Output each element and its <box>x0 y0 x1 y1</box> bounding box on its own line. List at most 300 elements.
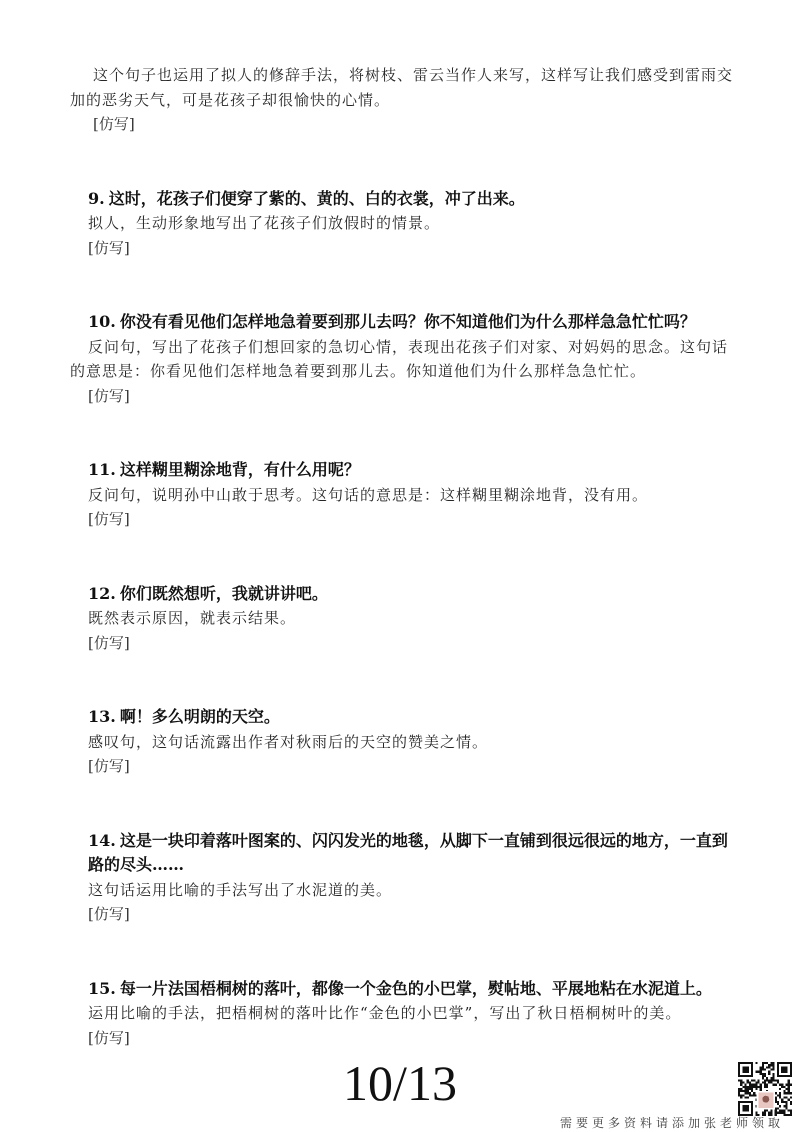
qr-module <box>747 1062 749 1064</box>
qr-module <box>788 1092 790 1094</box>
qr-module <box>764 1110 766 1112</box>
qr-module <box>777 1071 779 1073</box>
sentence-text: 每一片法国梧桐树的落叶，都像一个金色的小巴掌，熨帖地、平展地粘在水泥道上。 <box>119 978 712 998</box>
qr-module <box>751 1075 753 1077</box>
qr-module <box>764 1075 766 1077</box>
qr-module <box>747 1079 749 1081</box>
qr-module <box>779 1105 781 1107</box>
qr-module <box>747 1101 749 1103</box>
qr-module <box>751 1064 753 1066</box>
qr-module <box>747 1097 749 1099</box>
qr-module <box>781 1099 783 1101</box>
qr-module <box>747 1071 749 1073</box>
qr-module <box>751 1103 753 1105</box>
qr-module <box>781 1084 783 1086</box>
qr-module <box>766 1077 768 1079</box>
qr-module <box>742 1090 744 1092</box>
imitate-label: [仿写] <box>88 905 130 923</box>
analysis-line: 加的恶劣天气，可是花孩子却很愉快的心情。 <box>70 90 391 109</box>
qr-module <box>764 1086 766 1088</box>
imitate-label: [仿写] <box>88 238 130 257</box>
qr-module <box>770 1112 772 1114</box>
qr-module <box>790 1101 792 1103</box>
qr-module <box>781 1075 783 1077</box>
qr-module <box>773 1062 775 1064</box>
analysis-line: 拟人，生动形象地写出了花孩子们放假时的情景。 <box>88 214 441 232</box>
qr-module <box>742 1066 744 1068</box>
qr-module <box>777 1075 779 1077</box>
qr-module <box>779 1092 781 1094</box>
qr-module <box>786 1097 788 1099</box>
qr-module <box>749 1086 751 1088</box>
sentence-text: 你们既然想听，我就讲讲吧。 <box>119 583 328 603</box>
sentence-line <box>70 829 738 854</box>
qr-module <box>777 1062 779 1064</box>
sentence-line <box>70 458 738 483</box>
qr-module <box>757 1081 759 1083</box>
qr-module <box>740 1097 742 1099</box>
qr-module <box>757 1079 759 1081</box>
qr-module <box>747 1088 749 1090</box>
qr-module <box>783 1097 785 1099</box>
qr-module <box>786 1066 788 1068</box>
qr-module <box>788 1079 790 1081</box>
qr-module <box>755 1112 757 1114</box>
question-15 <box>70 977 738 1051</box>
analysis-line: 的意思是：你看见他们怎样地急着要到那儿去。你知道他们为什么那样急急忙忙。 <box>70 362 647 380</box>
qr-module <box>740 1088 742 1090</box>
qr-module <box>770 1068 772 1070</box>
qr-module <box>775 1084 777 1086</box>
qr-module <box>751 1094 753 1096</box>
qr-module <box>749 1092 751 1094</box>
qr-module <box>768 1064 770 1066</box>
qr-module <box>762 1062 764 1064</box>
qr-module <box>777 1064 779 1066</box>
qr-module <box>740 1081 742 1083</box>
qr-module <box>747 1092 749 1094</box>
qr-module <box>790 1084 792 1086</box>
analysis-line: 运用比喻的手法，把梧桐树的落叶比作“金色的小巴掌”，写出了秋日梧桐树叶的美。 <box>88 1004 682 1022</box>
qr-module <box>779 1112 781 1114</box>
qr-module <box>770 1110 772 1112</box>
qr-module <box>777 1103 779 1105</box>
qr-module <box>744 1101 746 1103</box>
qr-module <box>766 1110 768 1112</box>
qr-module <box>790 1114 792 1116</box>
qr-module <box>744 1086 746 1088</box>
qr-module <box>790 1075 792 1077</box>
qr-module <box>770 1077 772 1079</box>
qr-module <box>783 1090 785 1092</box>
qr-module <box>762 1077 764 1079</box>
question-number: 9. <box>88 188 105 208</box>
imitate-label: [仿写] <box>88 757 130 775</box>
qr-module <box>747 1086 749 1088</box>
qr-module <box>738 1068 740 1070</box>
qr-module <box>766 1079 768 1081</box>
qr-module <box>760 1088 762 1090</box>
qr-module <box>783 1068 785 1070</box>
qr-module <box>751 1066 753 1068</box>
qr-module <box>766 1084 768 1086</box>
analysis-line: 反问句，说明孙中山敢于思考。这句话的意思是：这样糊里糊涂地背，没有用。 <box>88 485 649 504</box>
qr-module <box>786 1084 788 1086</box>
sentence-text: 啊！多么明朗的天空。 <box>119 707 280 726</box>
qr-module <box>738 1107 740 1109</box>
sentence-line <box>70 977 738 1002</box>
qr-module <box>786 1105 788 1107</box>
qr-module <box>781 1068 783 1070</box>
qr-module <box>790 1092 792 1094</box>
intro-analysis <box>70 63 738 137</box>
qr-module <box>742 1110 744 1112</box>
qr-module <box>777 1101 779 1103</box>
qr-module <box>738 1094 740 1096</box>
qr-module <box>790 1097 792 1099</box>
qr-module <box>781 1066 783 1068</box>
qr-module <box>744 1068 746 1070</box>
question-number: 11. <box>88 460 116 479</box>
question-number: 15. <box>88 978 116 998</box>
qr-module <box>751 1079 753 1081</box>
qr-module <box>777 1081 779 1083</box>
qr-module <box>762 1066 764 1068</box>
qr-module <box>760 1071 762 1073</box>
qr-module <box>764 1084 766 1086</box>
qr-module <box>779 1097 781 1099</box>
qr-module <box>764 1073 766 1075</box>
qr-module <box>781 1112 783 1114</box>
qr-module <box>768 1073 770 1075</box>
qr-module <box>773 1084 775 1086</box>
qr-module <box>740 1062 742 1064</box>
qr-module <box>786 1075 788 1077</box>
sentence-line <box>70 187 738 212</box>
analysis-line: 这个句子也运用了拟人的修辞手法，将树枝、雷云当作人来写，这样写让我们感受到雷雨交 <box>93 66 734 84</box>
qr-module <box>783 1086 785 1088</box>
qr-module <box>747 1081 749 1083</box>
qr-module <box>779 1110 781 1112</box>
qr-module <box>768 1081 770 1083</box>
qr-module <box>738 1090 740 1092</box>
qr-module <box>747 1075 749 1077</box>
qr-module <box>747 1105 749 1107</box>
qr-module <box>738 1103 740 1105</box>
qr-module <box>768 1066 770 1068</box>
qr-module <box>781 1086 783 1088</box>
qr-module <box>786 1088 788 1090</box>
qr-module <box>751 1105 753 1107</box>
qr-module <box>788 1114 790 1116</box>
qr-module <box>773 1079 775 1081</box>
qr-module <box>790 1064 792 1066</box>
qr-module <box>770 1081 772 1083</box>
qr-module <box>742 1062 744 1064</box>
qr-module <box>777 1112 779 1114</box>
qr-module <box>744 1110 746 1112</box>
analysis-line: 既然表示原因，就表示结果。 <box>88 609 297 627</box>
sentence-line <box>70 310 738 335</box>
qr-module <box>738 1062 740 1064</box>
qr-module <box>790 1073 792 1075</box>
qr-module <box>744 1092 746 1094</box>
qr-module <box>766 1066 768 1068</box>
qr-module <box>786 1101 788 1103</box>
qr-module <box>783 1110 785 1112</box>
qr-module <box>783 1075 785 1077</box>
qr-module <box>740 1090 742 1092</box>
qr-module <box>770 1064 772 1066</box>
qr-module <box>757 1086 759 1088</box>
qr-module <box>738 1073 740 1075</box>
question-11 <box>70 458 738 532</box>
qr-module <box>762 1068 764 1070</box>
qr-module <box>786 1071 788 1073</box>
qr-module <box>783 1105 785 1107</box>
qr-module <box>788 1086 790 1088</box>
question-number: 14. <box>88 830 116 850</box>
qr-module <box>742 1105 744 1107</box>
qr-module <box>751 1073 753 1075</box>
qr-module <box>742 1075 744 1077</box>
qr-module <box>753 1094 755 1096</box>
qr-module <box>786 1062 788 1064</box>
qr-module <box>749 1101 751 1103</box>
qr-module <box>749 1081 751 1083</box>
qr-module <box>788 1062 790 1064</box>
qr-module <box>783 1062 785 1064</box>
qr-module <box>764 1081 766 1083</box>
question-number: 12. <box>88 583 116 603</box>
qr-module <box>744 1105 746 1107</box>
qr-module <box>768 1112 770 1114</box>
qr-module <box>790 1062 792 1064</box>
qr-module <box>790 1068 792 1070</box>
qr-module <box>773 1073 775 1075</box>
qr-module <box>760 1068 762 1070</box>
qr-module <box>740 1084 742 1086</box>
qr-module <box>738 1110 740 1112</box>
qr-module <box>742 1081 744 1083</box>
sentence-text: 这时，花孩子们便穿了紫的、黄的、白的衣裳，冲了出来。 <box>108 188 525 208</box>
analysis-line: 这句话运用比喻的手法写出了水泥道的美。 <box>88 880 393 899</box>
qr-module <box>764 1079 766 1081</box>
question-14 <box>70 829 738 927</box>
qr-module <box>744 1071 746 1073</box>
page-number: 10/13 <box>343 1055 457 1111</box>
qr-module <box>760 1084 762 1086</box>
question-12 <box>70 582 738 656</box>
imitate-label: [仿写] <box>88 510 130 528</box>
sentence-line <box>70 582 738 607</box>
qr-module <box>790 1103 792 1105</box>
question-9 <box>70 187 738 261</box>
imitate-label: [仿写] <box>93 115 135 133</box>
qr-module <box>781 1101 783 1103</box>
qr-module <box>777 1068 779 1070</box>
qr-module <box>773 1077 775 1079</box>
qr-module <box>783 1066 785 1068</box>
qr-module <box>760 1073 762 1075</box>
qr-module <box>762 1073 764 1075</box>
qr-module <box>753 1079 755 1081</box>
qr-module <box>747 1090 749 1092</box>
qr-module <box>738 1066 740 1068</box>
qr-module <box>738 1101 740 1103</box>
qr-module <box>738 1088 740 1090</box>
qr-module <box>751 1107 753 1109</box>
qr-module <box>781 1062 783 1064</box>
qr-module <box>762 1112 764 1114</box>
qr-module <box>738 1079 740 1081</box>
qr-module <box>775 1112 777 1114</box>
qr-module <box>764 1112 766 1114</box>
imitate-label: [仿写] <box>88 633 130 652</box>
qr-module <box>788 1081 790 1083</box>
sentence-line <box>70 705 738 730</box>
qr-module <box>747 1107 749 1109</box>
qr-module <box>788 1084 790 1086</box>
qr-module <box>747 1068 749 1070</box>
qr-module <box>762 1064 764 1066</box>
qr-module <box>744 1097 746 1099</box>
imitate-label: [仿写] <box>88 1028 130 1047</box>
qr-module <box>749 1094 751 1096</box>
qr-module <box>749 1075 751 1077</box>
sentence-text: 你没有看见他们怎样地急着要到那儿去吗？你不知道他们为什么那样急急忙忙吗？ <box>119 312 696 331</box>
qr-module <box>764 1062 766 1064</box>
qr-module <box>764 1068 766 1070</box>
qr-module <box>781 1071 783 1073</box>
qr-module <box>753 1092 755 1094</box>
qr-module <box>786 1103 788 1105</box>
qr-module <box>751 1110 753 1112</box>
qr-module <box>738 1064 740 1066</box>
qr-module <box>751 1112 753 1114</box>
question-number: 13. <box>88 707 116 726</box>
sentence-line: 路的尽头…… <box>88 855 185 874</box>
qr-module <box>773 1064 775 1066</box>
qr-module <box>749 1084 751 1086</box>
qr-module <box>753 1086 755 1088</box>
qr-module <box>738 1092 740 1094</box>
qr-module <box>777 1107 779 1109</box>
qr-module <box>773 1075 775 1077</box>
qr-module <box>770 1062 772 1064</box>
qr-module <box>777 1094 779 1096</box>
qr-module <box>762 1075 764 1077</box>
qr-module <box>751 1101 753 1103</box>
qr-module <box>740 1075 742 1077</box>
qr-code-icon <box>738 1062 792 1116</box>
qr-module <box>755 1071 757 1073</box>
sentence-text: 这是一块印着落叶图案的、闪闪发光的地毯，从脚下一直铺到很远很远的地方，一直到 <box>119 830 728 850</box>
qr-module <box>751 1062 753 1064</box>
qr-module <box>788 1090 790 1092</box>
qr-module <box>740 1094 742 1096</box>
qr-module <box>779 1062 781 1064</box>
qr-module <box>751 1088 753 1090</box>
qr-module <box>738 1105 740 1107</box>
qr-module <box>747 1110 749 1112</box>
qr-module <box>744 1107 746 1109</box>
qr-module <box>781 1110 783 1112</box>
qr-module <box>738 1071 740 1073</box>
qr-module <box>783 1092 785 1094</box>
qr-module <box>751 1084 753 1086</box>
worksheet-content <box>70 63 738 1050</box>
qr-module <box>749 1062 751 1064</box>
analysis-line: 感叹句，这句话流露出作者对秋雨后的天空的赞美之情。 <box>88 732 489 751</box>
qr-module <box>751 1090 753 1092</box>
qr-module <box>786 1068 788 1070</box>
qr-module <box>757 1071 759 1073</box>
qr-module <box>744 1062 746 1064</box>
question-13 <box>70 705 738 779</box>
qr-module <box>788 1088 790 1090</box>
qr-module <box>742 1094 744 1096</box>
qr-module <box>744 1075 746 1077</box>
qr-module <box>751 1086 753 1088</box>
qr-module <box>744 1088 746 1090</box>
qr-module <box>790 1110 792 1112</box>
qr-module <box>788 1075 790 1077</box>
avatar-person-icon <box>762 1096 769 1103</box>
analysis-line: 反问句，写出了花孩子们想回家的急切心情，表现出花孩子们对家、对妈妈的思念。这句话 <box>88 337 729 356</box>
qr-module <box>775 1110 777 1112</box>
qr-module <box>777 1066 779 1068</box>
qr-module <box>760 1086 762 1088</box>
imitate-label: [仿写] <box>88 386 130 405</box>
qr-module <box>777 1079 779 1081</box>
qr-module <box>783 1071 785 1073</box>
qr-module <box>779 1088 781 1090</box>
qr-module <box>783 1112 785 1114</box>
qr-module <box>786 1107 788 1109</box>
question-10 <box>70 310 738 408</box>
qr-module <box>755 1088 757 1090</box>
question-number: 10. <box>88 312 116 331</box>
qr-module <box>786 1114 788 1116</box>
sentence-text: 这样糊里糊涂地背，有什么用呢？ <box>119 460 360 479</box>
qr-module <box>773 1066 775 1068</box>
qr-module <box>738 1112 740 1114</box>
qr-module <box>783 1101 785 1103</box>
qr-module <box>779 1094 781 1096</box>
qr-module <box>751 1068 753 1070</box>
qr-module <box>755 1084 757 1086</box>
qr-module <box>768 1079 770 1081</box>
qr-module <box>788 1099 790 1101</box>
qr-module <box>755 1062 757 1064</box>
qr-module <box>744 1090 746 1092</box>
qr-module <box>755 1086 757 1088</box>
qr-module <box>768 1071 770 1073</box>
qr-module <box>779 1075 781 1077</box>
qr-module <box>749 1088 751 1090</box>
qr-module <box>790 1066 792 1068</box>
qr-module <box>755 1081 757 1083</box>
qr-module <box>742 1086 744 1088</box>
qr-module <box>790 1112 792 1114</box>
qr-module <box>744 1066 746 1068</box>
qr-module <box>788 1110 790 1112</box>
qr-module <box>786 1092 788 1094</box>
footer-note: 需要更多资料请添加张老师领取 <box>560 1116 785 1130</box>
qr-module <box>766 1086 768 1088</box>
qr-module <box>777 1073 779 1075</box>
